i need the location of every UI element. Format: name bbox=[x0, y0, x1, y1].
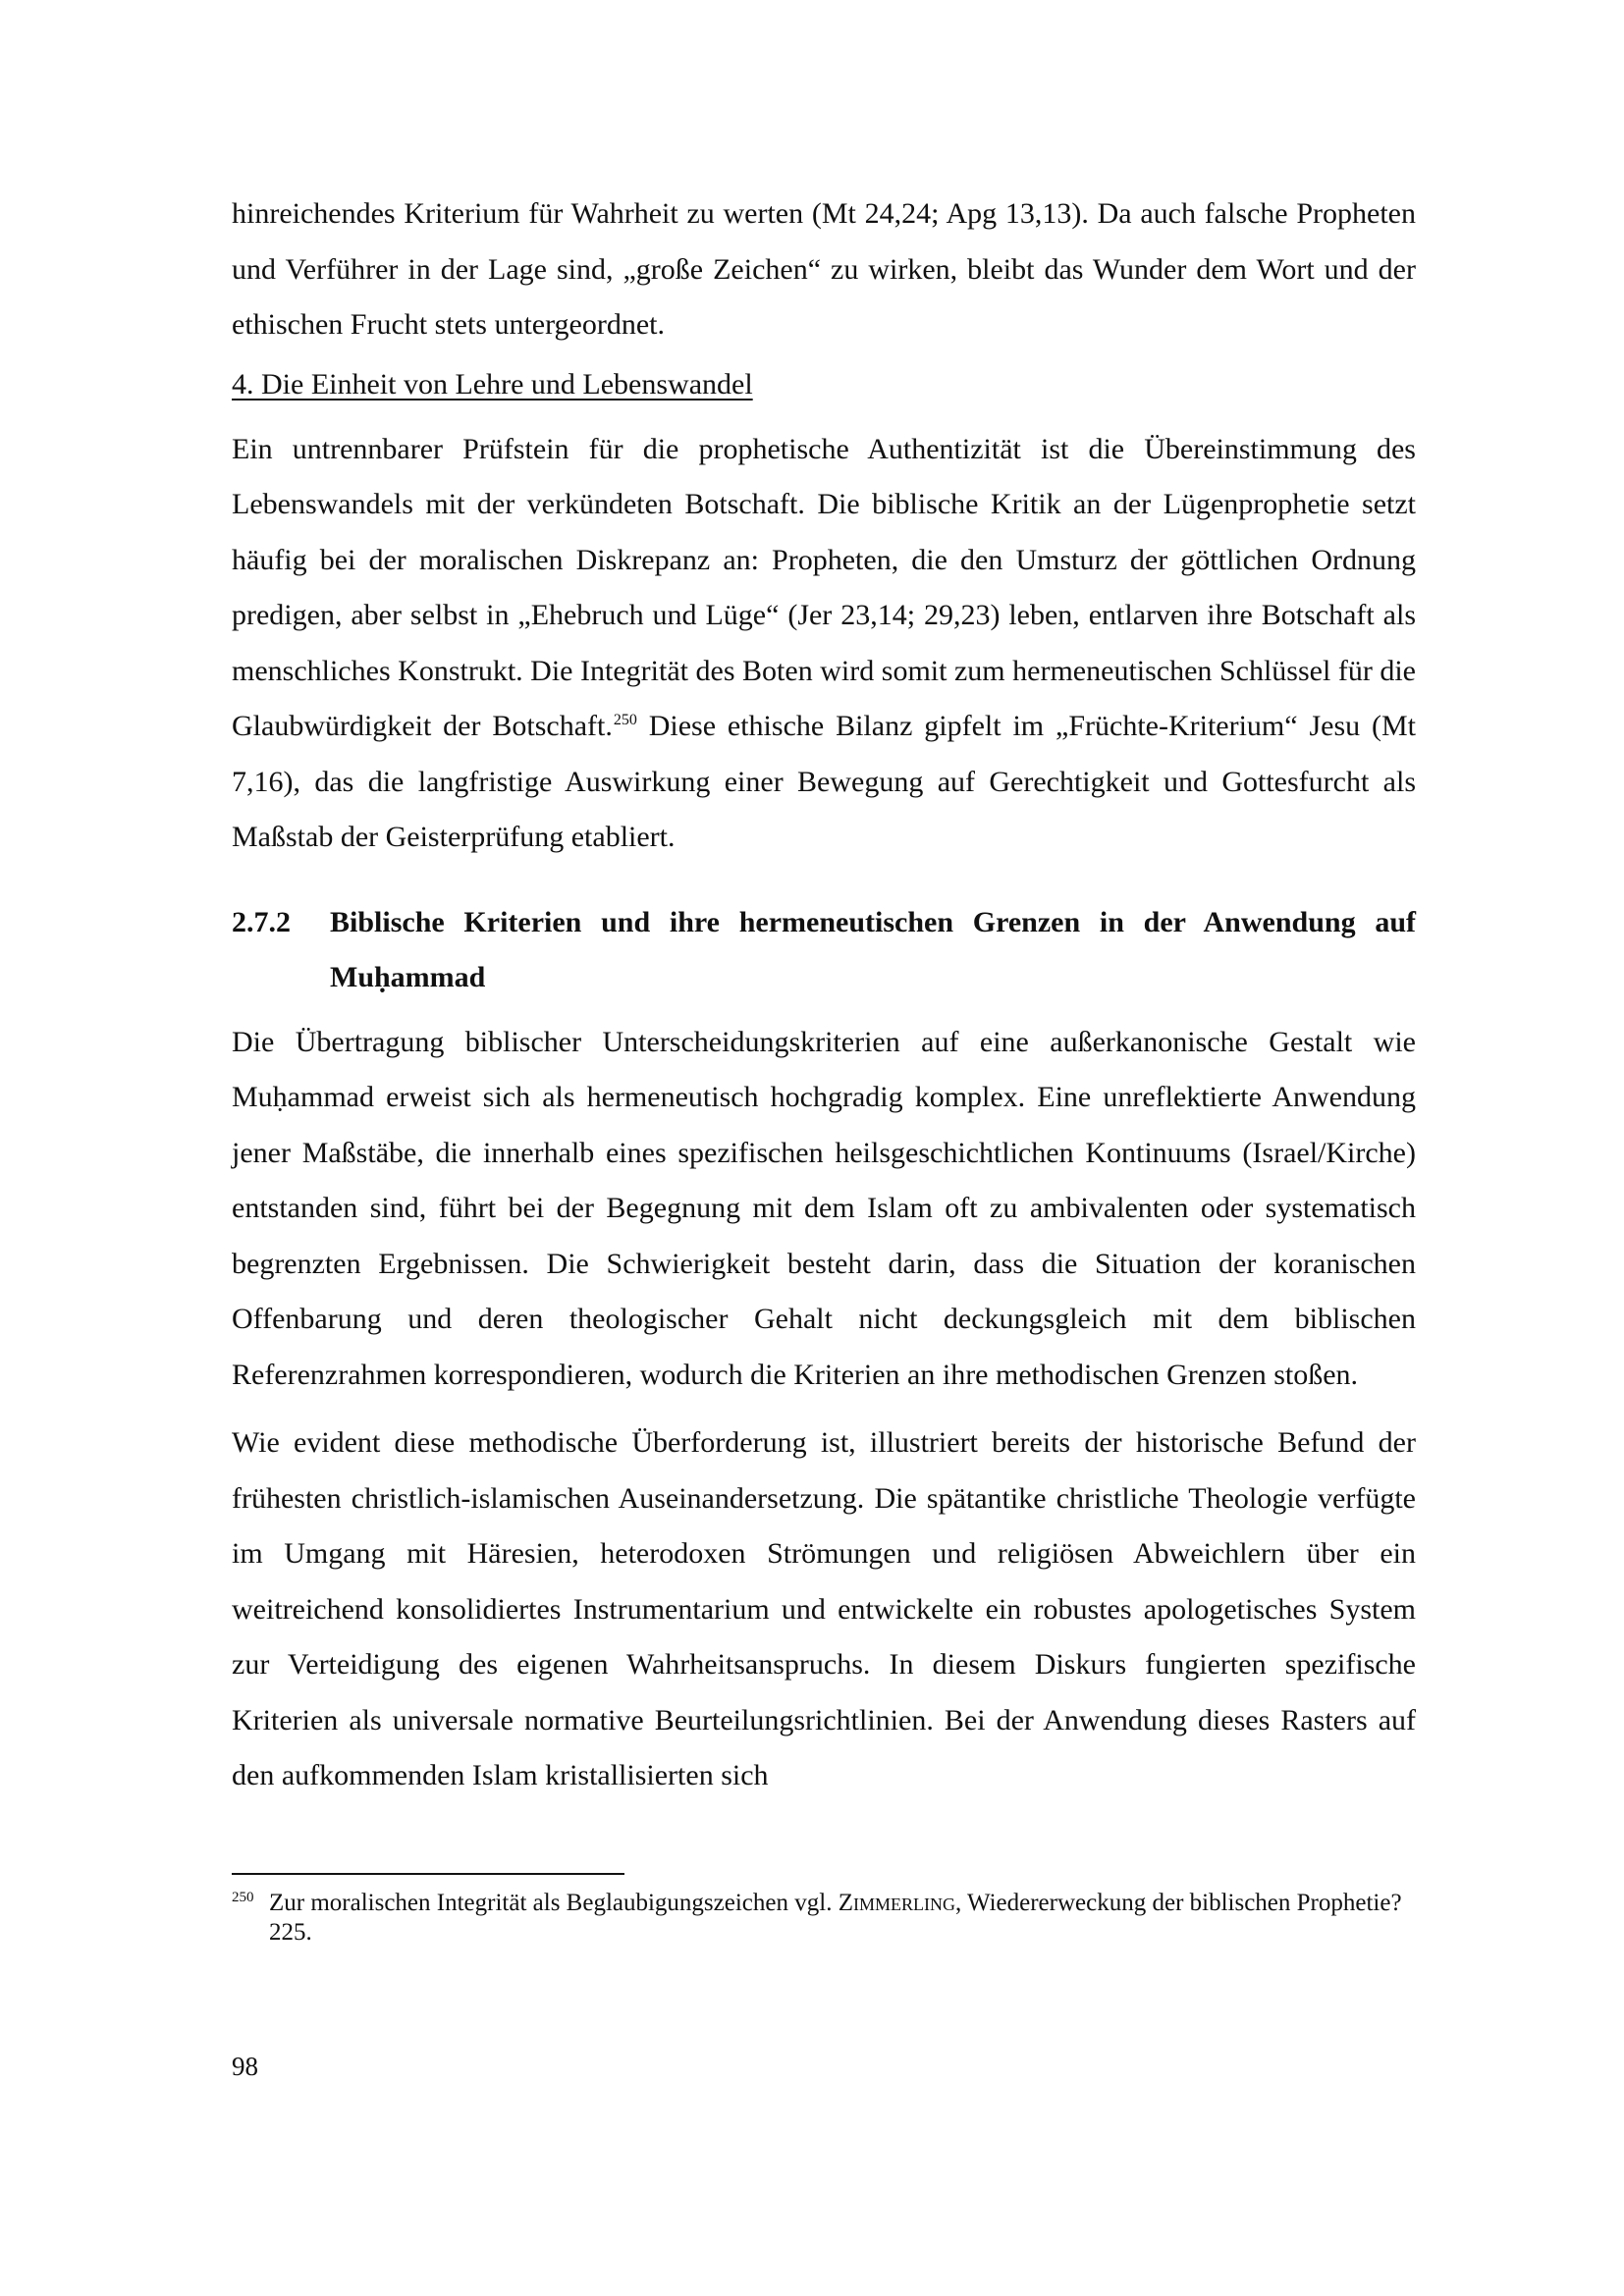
footnote-reference: 250 bbox=[613, 712, 637, 728]
footnote-author: Zimmerling bbox=[838, 1890, 955, 1916]
paragraph-2 bbox=[232, 422, 1416, 866]
footnote-text-after: , Wiedererweckung der biblischen Prophetie? 225. bbox=[269, 1890, 1402, 1946]
footnote bbox=[232, 1889, 1416, 1948]
footnote-separator bbox=[232, 1873, 624, 1875]
page-body bbox=[232, 187, 1416, 1804]
footnote-text bbox=[269, 1889, 1416, 1948]
section-title: Biblische Kriterien und ihre hermeneutischen Grenzen in der Anwendung auf Muḥammad bbox=[330, 905, 1416, 993]
paragraph-2-part-a: Ein untrennbarer Prüfstein für die prophetische Authentizität ist die Übereinstimmung des Lebenswandels mit der verkündeten Botschaft. Die biblische Kritik an der Lügenprophetie setzt häufig bei der moralischen Diskrepanz an: Propheten, die den Umsturz der göttlichen Ordnung predigen, aber selbst in „Ehebruch und Lüge“ (Jer 23,14; 29,23) leben, entlarven ihre Botschaft als menschliches Konstrukt. Die Integrität des Boten wird somit zum hermeneutischen Schlüssel für die Glaubwürdigkeit der Botschaft. bbox=[232, 432, 1416, 742]
section-number: 2.7.2 bbox=[232, 905, 291, 938]
section-heading bbox=[232, 895, 1416, 1005]
paragraph-3: Die Übertragung biblischer Unterscheidungskriterien auf eine außerkanonische Gestalt wie Muḥammad erweist sich als hermeneutisch hochgradig komplex. Eine unreflektierte Anwendung jener Maßstäbe, die innerhalb eines spezifischen heilsgeschichtlichen Kontinuums (Israel/Kirche) entstanden sind, führt bei der Begegnung mit dem Islam oft zu ambivalenten oder systematisch begrenzten Ergebnissen. Die Schwierigkeit besteht darin, dass die Situation der koranischen Offenbarung und deren theologischer Gehalt nicht deckungsgleich mit dem biblischen Referenzrahmen korrespondieren, wodurch die Kriterien an ihre methodischen Grenzen stoßen. bbox=[232, 1025, 1416, 1391]
footnote-text-before: Zur moralischen Integrität als Beglaubigungszeichen vgl. bbox=[269, 1890, 839, 1916]
paragraph-4: Wie evident diese methodische Überforderung ist, illustriert bereits der historische Befund der frühesten christlich-islamischen Auseinandersetzung. Die spätantike christliche Theologie verfügte im Umgang mit Häresien, heterodoxen Strömungen und religiösen Abweichlern über ein weitreichend konsolidiertes Instrumentarium und entwickelte ein robustes apologetisches System zur Verteidigung des eigenen Wahrheitsanspruchs. In diesem Diskurs fungierten spezifische Kriterien als universale normative Beurteilungsrichtlinien. Bei der Anwendung dieses Rasters auf den aufkommenden Islam kristallisierten sich bbox=[232, 1426, 1416, 1791]
paragraph-1: hinreichendes Kriterium für Wahrheit zu werten (Mt 24,24; Apg 13,13). Da auch falsche Propheten und Verführer in der Lage sind, „große Zeichen“ zu wirken, bleibt das Wunder dem Wort und der ethischen Frucht stets untergeordnet. bbox=[232, 197, 1416, 341]
subheading: 4. Die Einheit von Lehre und Lebenswandel bbox=[232, 367, 753, 400]
footnote-number: 250 bbox=[232, 1890, 254, 1905]
paragraph-2-part-b: Diese ethische Bilanz gipfelt im „Früchte-Kriterium“ Jesu (Mt 7,16), das die langfristige Auswirkung einer Bewegung auf Gerechtigkeit und Gottesfurcht als Maßstab der Geisterprüfung etabliert. bbox=[232, 710, 1416, 853]
page-number: 98 bbox=[232, 2052, 258, 2081]
